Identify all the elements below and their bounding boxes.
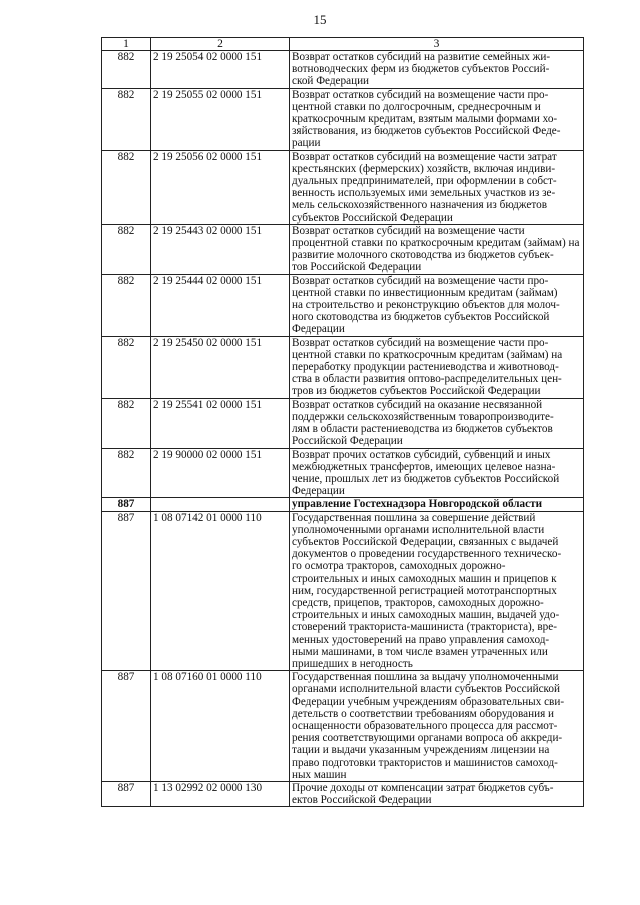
description-line: Возврат остатков субсидий на возмещение части (292, 224, 525, 237)
description-line: Возврат остатков субсидий на возмещение части про- (292, 274, 549, 287)
description-line: мель сельскохозяйственного назначения из бюджетов (292, 199, 547, 212)
description-line: Возврат остатков субсидий на развитие семейных жи- (292, 51, 551, 63)
description-line: Государственная пошлина за совершение действий (292, 511, 536, 524)
table-row (102, 224, 584, 274)
table-row (102, 274, 584, 336)
description-line: строительных и иных самоходных машин и прицепов к (292, 572, 557, 585)
description-line: го осмотра тракторов, самоходных дорожно- (292, 560, 506, 573)
description-cell (290, 336, 584, 398)
description-line: развитие молочного скотоводства из бюджетов субъек- (292, 249, 554, 262)
table-row (102, 88, 584, 150)
description-cell (290, 448, 584, 498)
description-line: ными машинами, в том числе взамен утраченных или (292, 645, 548, 658)
description-line: Федерации (292, 323, 345, 336)
description-line: ним, государственной регистрацией мототранспортных (292, 584, 557, 597)
description-line: рации (292, 137, 321, 150)
description-line: на строительство и реконструкцию объектов для молоч- (292, 299, 560, 312)
table-row (102, 336, 584, 398)
revenue-code-cell: 1 08 07160 01 0000 110 (151, 671, 290, 782)
description-line: Возврат остатков субсидий на оказание несвязанной (292, 398, 543, 411)
description-line: центной ставки по краткосрочным кредитам (займам) на (292, 348, 563, 361)
description-cell (290, 671, 584, 782)
revenue-code-cell (151, 498, 290, 511)
table-row (102, 448, 584, 498)
description-cell (290, 398, 584, 448)
table-row (102, 498, 584, 511)
description-line: Российской Федерации (292, 435, 403, 448)
admin-code-cell: 887 (102, 498, 151, 511)
revenue-code-cell: 1 13 02992 02 0000 130 (151, 781, 290, 806)
admin-code-cell: 887 (102, 671, 151, 782)
description-line: Возврат прочих остатков субсидий, субвенций и иных (292, 448, 551, 461)
description-line: субъектов Российской Федерации (292, 211, 453, 224)
description-line: центной ставки по долгосрочным, среднесрочным и (292, 100, 541, 113)
description-line: ного скотоводства из бюджетов субъектов Российской (292, 311, 550, 324)
revenue-code-cell: 2 19 25450 02 0000 151 (151, 336, 290, 398)
page-number: 15 (313, 12, 327, 27)
description-line: средств, прицепов, тракторов, самоходных дорожно- (292, 596, 544, 609)
description-line: чение, прошлых лет из бюджетов субъектов Российской (292, 472, 560, 485)
description-line: лям в области растениеводства из бюджетов субъектов (292, 423, 553, 436)
description-line: субъектов Российской Федерации, связанных с выдачей (292, 535, 559, 548)
description-line: ектов Российской Федерации (292, 794, 432, 807)
description-cell (290, 511, 584, 671)
description-cell (290, 274, 584, 336)
admin-code-cell: 882 (102, 88, 151, 150)
admin-code-cell: 882 (102, 336, 151, 398)
description-cell (290, 150, 584, 224)
description-line: дуальных предпринимателей, при оформлении в собст- (292, 175, 557, 188)
description-line: крестьянских (фермерских) хозяйств, включая индиви- (292, 162, 556, 175)
admin-code-cell: 882 (102, 274, 151, 336)
description-line: ных машин (292, 768, 347, 781)
description-line: поддержки сельскохозяйственным товаропроизводите- (292, 410, 554, 423)
description-line: рения соответствующими органами вопроса об аккреди- (292, 732, 563, 745)
description-line: центной ставки по инвестиционным кредитам (займам) (292, 286, 558, 299)
description-line: краткосрочным кредитам, взятым малыми формами хо- (292, 113, 558, 126)
description-line: стоверений тракториста-машиниста (тракториста), вре- (292, 621, 557, 634)
description-line: Федерации учебным учреждениям образовательных сви- (292, 695, 565, 708)
description-cell (290, 781, 584, 806)
description-line: Прочие доходы от компенсации затрат бюджетов субъ- (292, 781, 554, 794)
admin-code-cell: 882 (102, 51, 151, 89)
description-line: детельств о соответствии требованиям оборудования и (292, 707, 555, 720)
admin-code-cell: 887 (102, 511, 151, 671)
description-line: венность используемых ими земельных участков из зе- (292, 187, 556, 200)
revenue-code-cell: 2 19 90000 02 0000 151 (151, 448, 290, 498)
description-line: органами исполнительной власти субъектов Российской (292, 683, 560, 696)
admin-code-cell: 882 (102, 448, 151, 498)
admin-code-cell: 882 (102, 150, 151, 224)
description-line: Возврат остатков субсидий на возмещение части затрат (292, 150, 557, 163)
revenue-code-cell: 1 08 07142 01 0000 110 (151, 511, 290, 671)
admin-code-cell: 882 (102, 224, 151, 274)
description-line: ской Федерации (292, 75, 370, 88)
description-line: Государственная пошлина за выдачу уполномоченными (292, 671, 559, 684)
description-line: тации и выдачи указанным учреждениям лицензии на (292, 744, 550, 757)
revenue-code-cell: 2 19 25443 02 0000 151 (151, 224, 290, 274)
revenue-code-cell: 2 19 25054 02 0000 151 (151, 51, 290, 89)
column-header-2: 2 (151, 38, 290, 51)
description-line: тров из бюджетов субъектов Российской Федерации (292, 385, 541, 398)
table-row (102, 398, 584, 448)
description-line: вотноводческих ферм из бюджетов субъектов Россий- (292, 63, 550, 76)
description-line: ства в области развития оптово-распределительных цен- (292, 373, 562, 386)
description-line: Федерации (292, 485, 345, 498)
column-header-3: 3 (290, 38, 584, 51)
admin-code-cell: 887 (102, 781, 151, 806)
description-line: уполномоченными органами исполнительной власти (292, 523, 545, 536)
description-line: документов о проведении государственного техническо- (292, 548, 562, 561)
description-line: процентной ставки по краткосрочным кредитам (займам) на (292, 237, 580, 250)
description-cell (290, 51, 584, 89)
description-line: Возврат остатков субсидий на возмещение части про- (292, 336, 549, 349)
revenue-code-cell: 2 19 25056 02 0000 151 (151, 150, 290, 224)
admin-code-cell: 882 (102, 398, 151, 448)
table-header-row (102, 38, 584, 51)
description-line: право подготовки трактористов и машинистов самоход- (292, 756, 558, 769)
description-line: переработку продукции растениеводства и животновод- (292, 361, 559, 374)
description-cell (290, 224, 584, 274)
table-row (102, 51, 584, 89)
revenue-code-cell: 2 19 25541 02 0000 151 (151, 398, 290, 448)
table-row (102, 511, 584, 671)
description-line: зяйствования, из бюджетов субъектов Российской Феде- (292, 125, 561, 138)
table-row (102, 671, 584, 782)
table-row (102, 150, 584, 224)
description-line: Возврат остатков субсидий на возмещение части про- (292, 88, 549, 101)
budget-classification-table (101, 37, 584, 807)
description-line: тов Российской Федерации (292, 261, 422, 274)
description-line: оснащенности образовательного процесса для рассмот- (292, 719, 558, 732)
description-cell (290, 88, 584, 150)
description-cell (290, 498, 584, 511)
description-line: управление Гостехнадзора Новгородской области (292, 498, 543, 511)
description-line: менных удостоверений на право управления самоход- (292, 633, 550, 646)
description-line: межбюджетных трансфертов, имеющих целевое назна- (292, 460, 556, 473)
table-body (102, 38, 584, 807)
revenue-code-cell: 2 19 25055 02 0000 151 (151, 88, 290, 150)
description-line: пришедших в негодность (292, 657, 413, 670)
table-row (102, 781, 584, 806)
revenue-code-cell: 2 19 25444 02 0000 151 (151, 274, 290, 336)
description-line: строительных и иных самоходных машин, выдачей удо- (292, 609, 560, 622)
column-header-1: 1 (102, 38, 151, 51)
